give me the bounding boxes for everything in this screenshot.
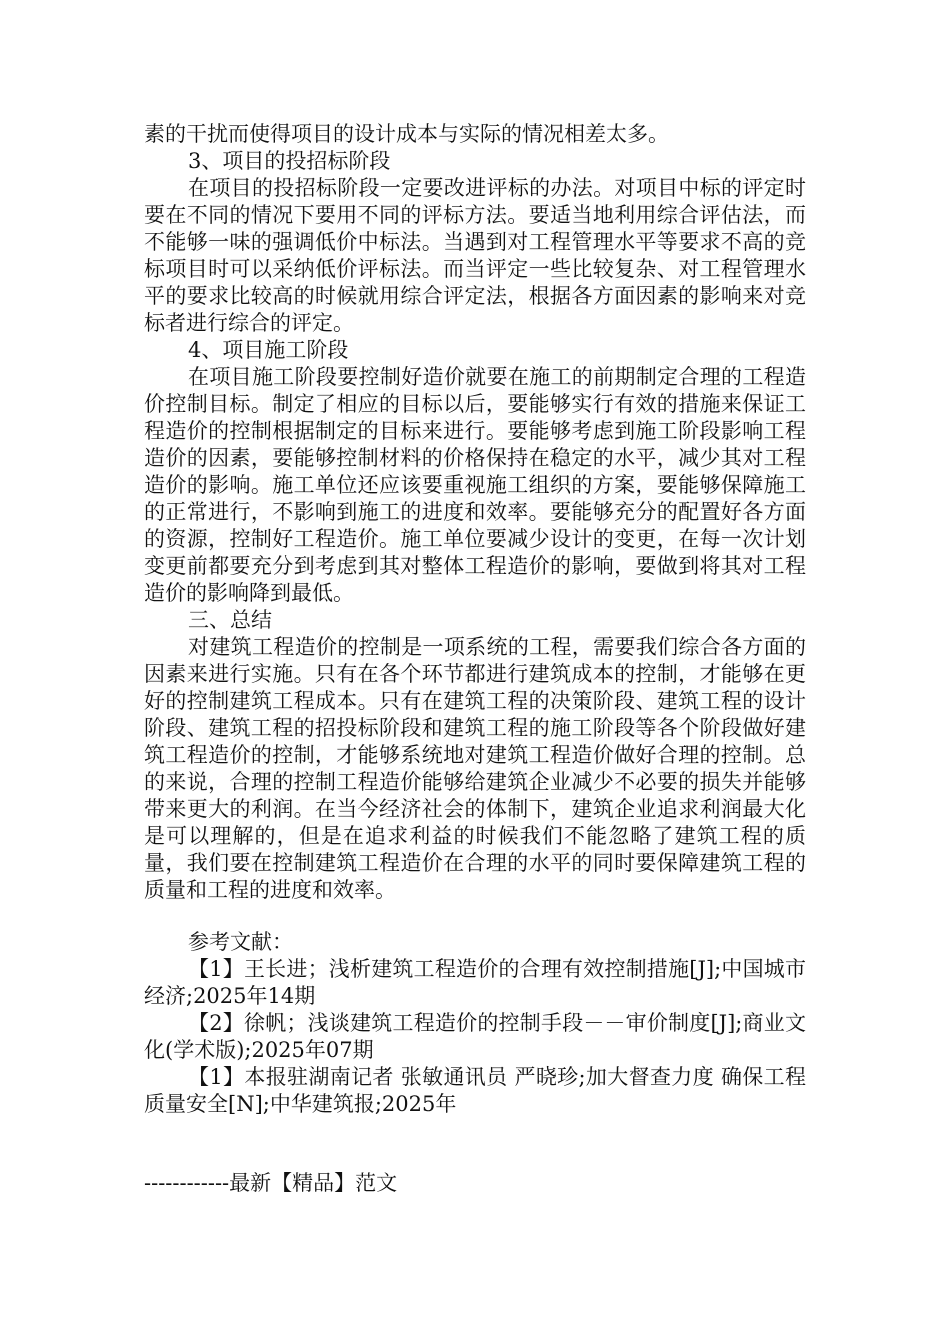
footer-text: ------------最新【精品】范文	[144, 1171, 398, 1195]
paragraph-construction: 在项目施工阶段要控制好造价就要在施工的前期制定合理的工程造价控制目标。制定了相应的目标以后，要能够实行有效的措施来保证工程造价的控制根据制定的目标来进行。要能够考虑到施工阶段影响工程造价的因素，要能够控制材料的价格保持在稳定的水平，减少其对工程造价的影响。施工单位还应该要重视施工组织的方案，要能够保障施工的正常进行，不影响到施工的进度和效率。要能够充分的配置好各方面的资源，控制好工程造价。施工单位要减少设计的变更，在每一次计划变更前都要充分到考虑到其对整体工程造价的影响，要做到将其对工程造价的影响降到最低。	[144, 365, 806, 605]
reference-item: 【1】本报驻湖南记者 张敏通讯员 严晓珍;加大督查力度 确保工程质量安全[N];中华建筑报;2025年	[144, 1065, 806, 1116]
paragraph-summary: 对建筑工程造价的控制是一项系统的工程，需要我们综合各方面的因素来进行实施。只有在各个环节都进行建筑成本的控制，才能够在更好的控制建筑工程成本。只有在建筑工程的决策阶段、建筑工程的设计阶段、建筑工程的招投标阶段和建筑工程的施工阶段等各个阶段做好建筑工程造价的控制，才能够系统地对建筑工程造价做好合理的控制。总的来说，合理的控制工程造价能够给建筑企业减少不必要的损失并能够带来更大的利润。在当今经济社会的体制下，建筑企业追求利润最大化是可以理解的，但是在追求利益的时候我们不能忽略了建筑工程的质量，我们要在控制建筑工程造价在合理的水平的同时要保障建筑工程的质量和工程的进度和效率。	[144, 635, 806, 902]
references-title: 参考文献：	[188, 930, 293, 954]
paragraph-bidding: 在项目的投招标阶段一定要改进评标的办法。对项目中标的评定时要在不同的情况下要用不同的评标方法。要适当地利用综合评估法，而不能够一味的强调低价中标法。当遇到对工程管理水平等要求不高的竞标项目时可以采纳低价评标法。而当评定一些比较复杂、对工程管理水平的要求比较高的时候就用综合评定法，根据各方面因素的影响来对竞标者进行综合的评定。	[144, 176, 806, 335]
reference-item: 【2】徐帆；浅谈建筑工程造价的控制手段－－审价制度[J];商业文化(学术版);2025年07期	[144, 1011, 806, 1062]
section-heading-summary: 三、总结	[188, 608, 272, 632]
section-heading-construction: 4、项目施工阶段	[188, 338, 349, 362]
section-heading-bidding: 3、项目的投招标阶段	[188, 149, 391, 173]
reference-item: 【1】王长进；浅析建筑工程造价的合理有效控制措施[J];中国城市经济;2025年14期	[144, 957, 806, 1008]
document-page	[144, 121, 806, 1197]
paragraph-continuation: 素的干扰而使得项目的设计成本与实际的情况相差太多。	[144, 122, 669, 146]
